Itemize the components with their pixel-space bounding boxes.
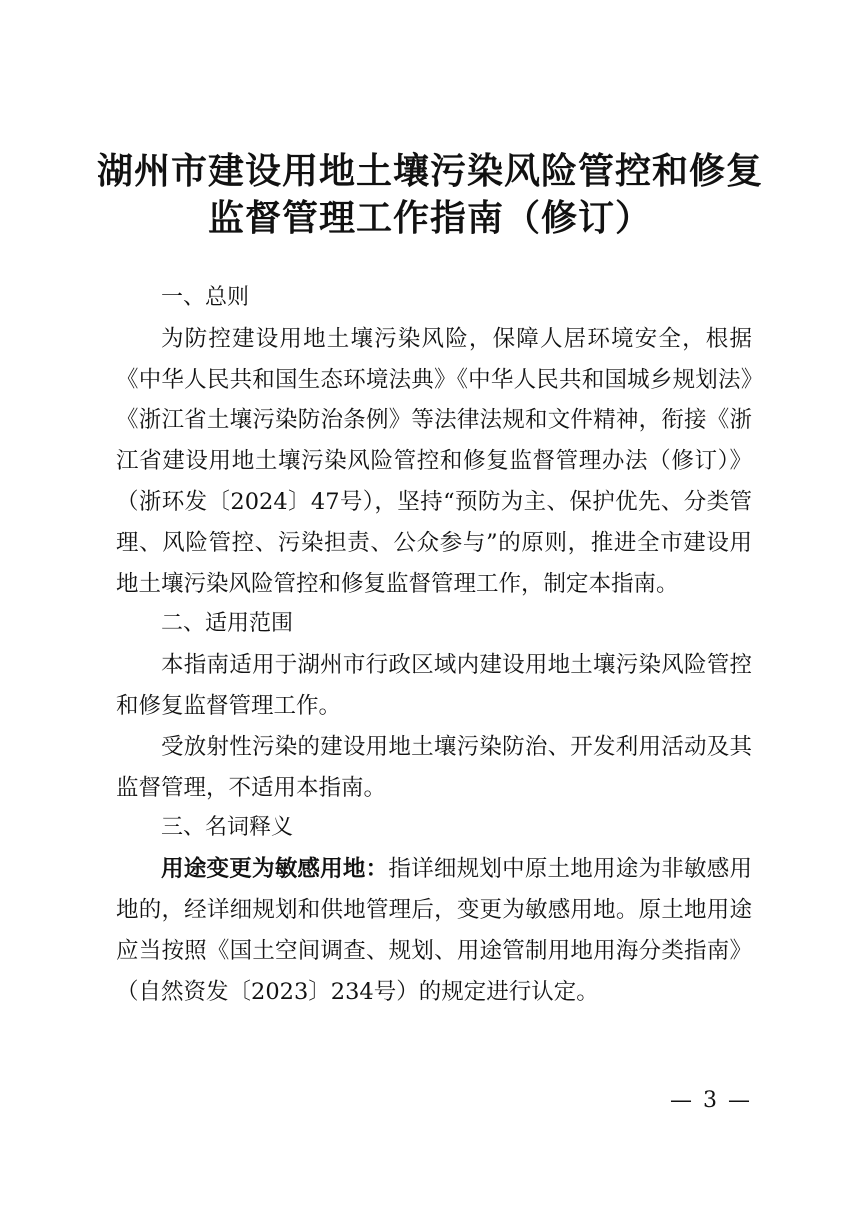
section-heading-scope: 二、适用范围: [161, 611, 294, 637]
page-number: — 3 —: [670, 1088, 752, 1113]
definition-text: 指详细规划中原土地用途为非敏感用地的，经详细规划和供地管理后，变更为敏感用地。原土地用途应当按照《国土空间调查、规划、用途管制用地用海分类指南》（自然资发〔2023〕234号）的规定进行认定。: [116, 856, 752, 1005]
document-title-line-1: 湖州市建设用地土壤污染风险管控和修复: [96, 150, 763, 192]
definition-term: 用途变更为敏感用地：: [161, 856, 389, 883]
section-heading-general: 一、总则: [161, 285, 250, 310]
paragraph-scope-2: 受放射性污染的建设用地土壤污染防治、开发利用活动及其监督管理，不适用本指南。: [116, 733, 752, 801]
paragraph-definition: [116, 849, 752, 1012]
paragraph-scope-1: 本指南适用于湖州市行政区域内建设用地土壤污染风险管控和修复监督管理工作。: [116, 652, 752, 719]
paragraph-general: 为防控建设用地土壤污染风险，保障人居环境安全，根据《中华人民共和国生态环境法典》《中华人民共和国城乡规划法》《浙江省土壤污染防治条例》等法律法规和文件精神，衔接《浙江省建设用地土壤污染风险管控和修复监督管理办法（修订）》（浙环发〔2024〕47号），坚持“预防为主、保护优先、分类管理、风险管控、污染担责、公众参与”的原则，推进全市建设用地土壤污染风险管控和修复监督管理工作，制定本指南。: [116, 325, 752, 597]
section-heading-definitions: 三、名词释义: [161, 815, 294, 841]
document-title-line-2: 监督管理工作指南（修订）: [207, 197, 652, 239]
document-body: [116, 278, 752, 1012]
